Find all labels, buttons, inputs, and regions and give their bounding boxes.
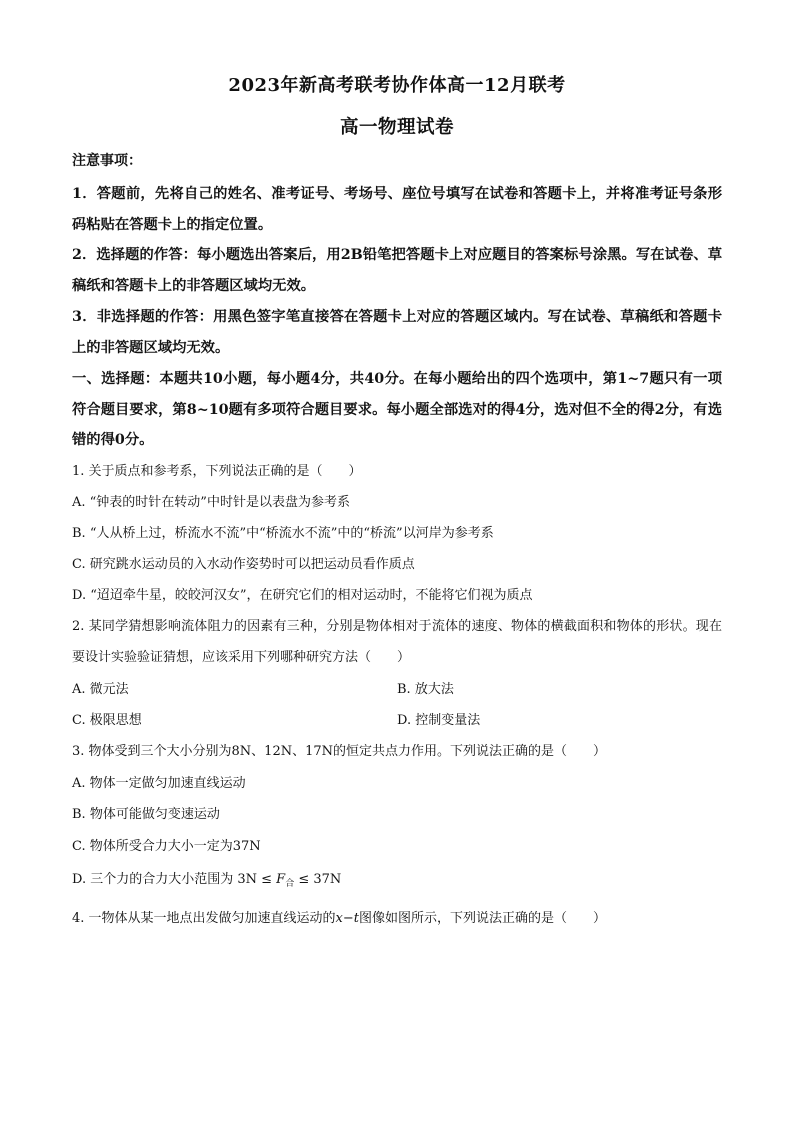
- question-2-option-d: D. 控制变量法: [397, 713, 481, 728]
- notice-heading: 注意事项：: [72, 153, 142, 169]
- question-4-stem: [72, 904, 722, 935]
- question-1-option-c: C. 研究跳水运动员的入水动作姿势时可以把运动员看作质点: [72, 557, 415, 572]
- notice-item-3: 3．非选择题的作答：用黑色签字笔直接答在答题卡上对应的答题区域内。写在试卷、草稿纸和答题卡上的非答题区域均无效。: [72, 309, 722, 356]
- question-2-option-a: A. 微元法: [72, 682, 129, 697]
- section-heading: 一、选择题：本题共10小题，每小题4分，共40分。在每小题给出的四个选项中，第1~7题只有一项符合题目要求，第8~10题有多项符合题目要求。每小题全部选对的得4分，选对但不全的得2分，有选错的得0分。: [72, 371, 722, 448]
- question-3-option-a: A. 物体一定做匀加速直线运动: [72, 776, 246, 791]
- force-symbol: F: [276, 872, 286, 887]
- question-3-option-d-suffix: ≤ 37N: [294, 872, 342, 887]
- question-2-option-c: C. 极限思想: [72, 713, 142, 728]
- question-3-option-b: B. 物体可能做匀变速运动: [72, 807, 220, 822]
- question-1-option-b: B. “人从桥上过，桥流水不流”中“桥流水不流”中的“桥流”以河岸为参考系: [72, 526, 494, 541]
- question-2-stem: 2. 某同学猜想影响流体阻力的因素有三种，分别是物体相对于流体的速度、物体的横截面积和物体的形状。现在要设计实验验证猜想，应该采用下列哪种研究方法（ ）: [72, 619, 722, 665]
- question-3-option-d: [72, 865, 722, 900]
- question-1-option-d: D. “迢迢牵牛星，皎皎河汉女”，在研究它们的相对运动时，不能将它们视为质点: [72, 588, 533, 603]
- exam-title: 2023年新高考联考协作体高一12月联考: [228, 75, 566, 96]
- graph-variable: x−t: [335, 911, 359, 926]
- question-2-option-b: B. 放大法: [397, 682, 454, 697]
- question-4-stem-suffix: 图像如图所示，下列说法正确的是（ ）: [359, 911, 607, 926]
- exam-subtitle: 高一物理试卷: [339, 117, 454, 138]
- question-3-option-d-prefix: D. 三个力的合力大小范围为 3N ≤: [72, 872, 277, 887]
- question-3-stem: 3. 物体受到三个大小分别为8N、12N、17N的恒定共点力作用。下列说法正确的是（ ）: [72, 744, 607, 759]
- question-3-option-c: C. 物体所受合力大小一定为37N: [72, 839, 261, 854]
- question-4-stem-prefix: 4. 一物体从某一地点出发做匀加速直线运动的: [72, 911, 336, 926]
- notice-item-2: 2．选择题的作答：每小题选出答案后，用2B铅笔把答题卡上对应题目的答案标号涂黑。写在试卷、草稿纸和答题卡上的非答题区域均无效。: [72, 247, 722, 294]
- notice-item-1: 1．答题前，先将自己的姓名、准考证号、考场号、座位号填写在试卷和答题卡上，并将准考证号条形码粘贴在答题卡上的指定位置。: [72, 186, 722, 233]
- question-1-option-a: A. “钟表的时针在转动”中时针是以表盘为参考系: [72, 495, 350, 510]
- question-1-stem: 1. 关于质点和参考系，下列说法正确的是（ ）: [72, 464, 362, 479]
- force-subscript: 合: [285, 879, 295, 889]
